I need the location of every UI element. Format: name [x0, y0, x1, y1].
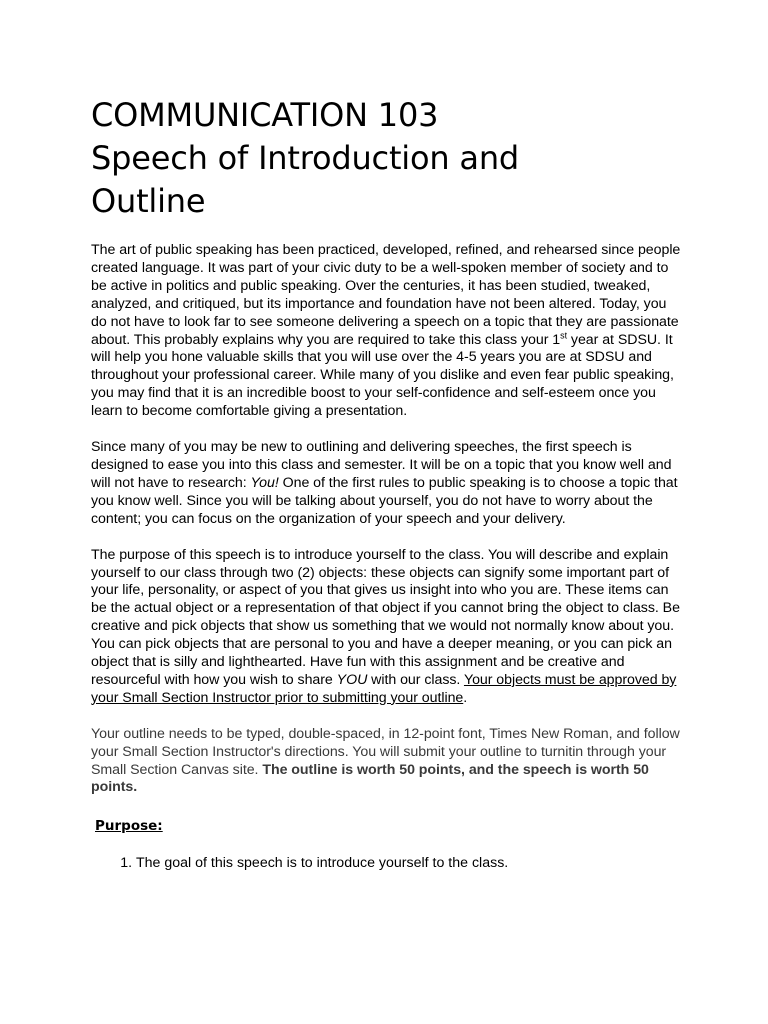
topic-text-start: Since many of you may be new to outlining and delivering speeches, the first speech is designed to ease you into this class and semester. It will be on a topic that you know well and will not have to research: — [91, 439, 672, 491]
topic-emphasis: You! — [250, 474, 279, 491]
intro-text-start: The art of public speaking has been practiced, developed, refined, and rehearsed since people created language. It was part of your civic duty to be a well-spoken member of society and to be active in politics and public speaking. Over the centuries, it has been studied, tweaked, analyzed, and critiqued, but its importance and foundation have not been altered. Today, you do not have to look far to see someone delivering a speech on a topic that they are passionate about. This probably explains why you are required to take this class your 1 — [91, 242, 681, 348]
objects-paragraph — [91, 547, 681, 708]
document-page — [91, 94, 681, 872]
title-line-outline: Outline — [91, 182, 206, 220]
title-line-course: COMMUNICATION 103 — [91, 96, 439, 134]
title-line-assignment: Speech of Introduction and — [91, 139, 520, 177]
purpose-item: 1. The goal of this speech is to introduce yourself to the class. — [136, 854, 681, 872]
outline-requirements-paragraph — [91, 726, 681, 798]
purpose-list — [91, 854, 681, 872]
objects-emphasis: YOU — [336, 671, 368, 688]
approval-requirement: Your objects must be approved by your Small Section Instructor prior to submitting your outline — [91, 671, 677, 706]
ordinal-suffix: st — [560, 329, 568, 340]
outline-requirements-text: Your outline needs to be typed, double-spaced, in 12-point font, Times New Roman, and follow your Small Section Instructor's directions. You will submit your outline to turnitin through your Small Section Canvas site. — [91, 725, 680, 778]
purpose-heading: Purpose: — [95, 818, 163, 835]
topic-text-end: One of the first rules to public speaking is to choose a topic that you know well. Since you will be talking about yourself, you do not have to worry about the content; you can focus on the organization of your speech and your delivery. — [91, 474, 678, 527]
points-statement: The outline is worth 50 points, and the speech is worth 50 points. — [91, 761, 649, 796]
topic-paragraph — [91, 439, 681, 529]
document-title — [91, 94, 681, 223]
objects-text-start: The purpose of this speech is to introduce yourself to the class. You will describe and explain yourself to our class through two (2) objects: these objects can signify some important part of your life, personality, or aspect of you that gives us insight into who you are. These items can be the actual object or a representation of that object if you cannot bring the object to class. Be creative and pick objects that show us something that we would not normally know about you. You can pick objects that are personal to you and have a deeper meaning, or you can pick an object that is silly and lighthearted. Have fun with this assignment and be creative and resourceful with how you wish to share — [91, 546, 680, 688]
objects-text-end: . — [463, 689, 468, 706]
intro-paragraph — [91, 242, 681, 421]
objects-text-mid: with our class. — [367, 671, 464, 688]
intro-text-end: year at SDSU. It will help you hone valuable skills that you will use over the 4-5 years you are at SDSU and throughout your professional career. While many of you dislike and even fear public speaking, you may find that it is an incredible boost to your self-confidence and self-esteem once you learn to become comfortable giving a presentation. — [91, 331, 674, 420]
